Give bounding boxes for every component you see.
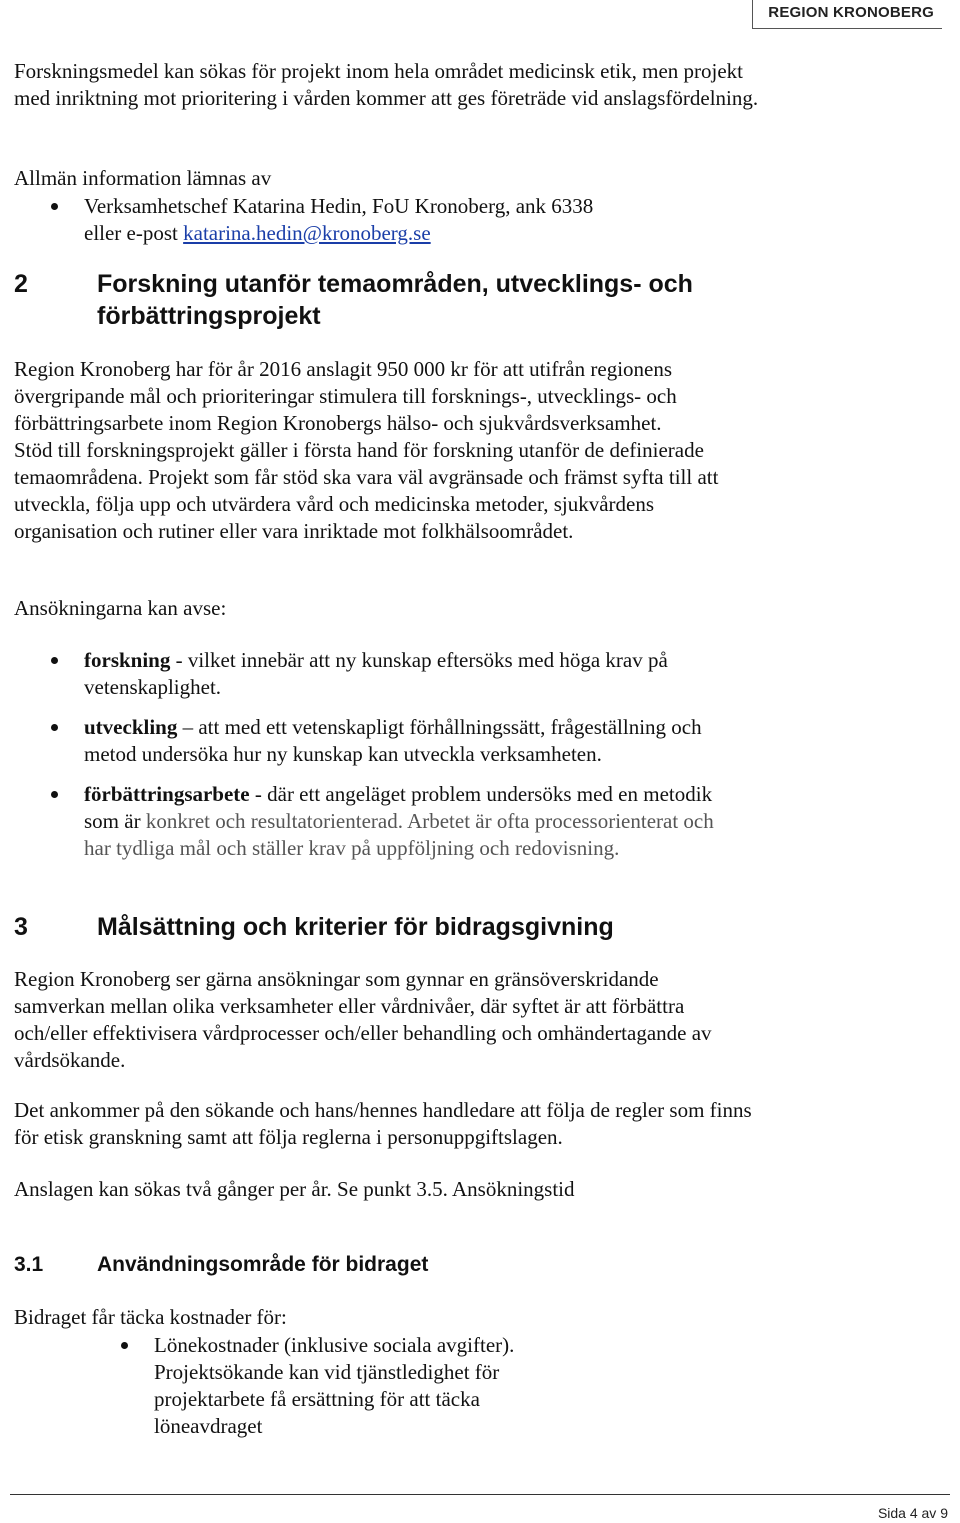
applications-intro: Ansökningarna kan avse: (14, 596, 227, 620)
section-3-1-title: Användningsområde för bidraget (97, 1253, 429, 1276)
list-item (14, 647, 734, 701)
section-2-paragraph-1: Region Kronoberg har för år 2016 anslagit 950 000 kr för att utifrån regionens övergripande mål och prioriteringar stimulera till forsknings-, utvecklings- och förbättringsarbete inom Region Kronobergs hälso- och sjukvårdsverksamhet. (14, 357, 677, 435)
list-item (14, 781, 734, 862)
item-text: – att med ett vetenskapligt förhållningssätt, frågeställning och metod undersöka hur ny kunskap kan utveckla verksamheten. (84, 715, 702, 766)
cost-list (84, 1332, 559, 1440)
section-3-1-number: 3.1 (14, 1253, 44, 1276)
item-text: Lönekostnader (inklusive sociala avgifter). Projektsökande kan vid tjänstledighet för projektarbete få ersättning för att täcka löneavdraget (154, 1333, 515, 1438)
section-2-number: 2 (14, 270, 28, 298)
page-number: Sida 4 av 9 (877, 1505, 948, 1521)
item-term: utveckling (84, 715, 178, 739)
header-organization: REGION KRONOBERG (768, 4, 934, 21)
section-3-title: Målsättning och kriterier för bidragsgivning (97, 913, 614, 941)
intro-paragraph: Forskningsmedel kan sökas för projekt inom hela området medicinsk etik, men projekt med inriktning mot prioritering i vården kommer att ges företräde vid anslagsfördelning. (14, 59, 759, 110)
item-term: förbättringsarbete (84, 782, 250, 806)
footer-rule (10, 1494, 950, 1495)
list-item (14, 714, 734, 768)
section-3-paragraph-2: Det ankommer på den sökande och hans/hennes handledare att följa de regler som finns för etisk granskning samt att följa reglerna i personuppgiftslagen. (14, 1098, 752, 1149)
contact-list (14, 193, 914, 247)
section-2-heading (14, 268, 914, 334)
section-3-number: 3 (14, 913, 28, 941)
item-text: - där ett angeläget problem undersöks med en metodik som är (84, 782, 713, 833)
item-text-grey: konkret och resultatorienterad. Arbetet är ofta processorienterat och har tydliga mål och ställer krav på uppföljning och redovisning. (84, 809, 714, 860)
section-3-1-heading (14, 1252, 914, 1280)
item-text: - vilket innebär att ny kunskap eftersöks med höga krav på vetenskaplighet. (84, 648, 668, 699)
contact-email-prefix: eller e-post (84, 221, 184, 245)
contact-item (14, 193, 914, 247)
applications-list (14, 647, 734, 862)
contact-email-link[interactable]: katarina.hedin@kronoberg.se (183, 221, 431, 245)
section-3-paragraph-1: Region Kronoberg ser gärna ansökningar som gynnar en gränsöverskridande samverkan mellan olika verksamheter eller vårdnivåer, där syftet är att förbättra och/eller effektivisera vårdprocesser och/eller behandling och omhändertagande av vårdsökande. (14, 967, 712, 1072)
section-3-1-intro: Bidraget får täcka kostnader för: (14, 1305, 287, 1329)
section-2-paragraph-2: Stöd till forskningsprojekt gäller i första hand för forskning utanför de definierade temaområdena. Projekt som får stöd ska vara väl avgränsade och främst syfta till att utveckla, följa upp och utvärdera vård och medicinska metoder, sjukvårdens organisation och rutiner eller vara inriktade mot folkhälsoområdet. (14, 438, 719, 543)
section-2-title: Forskning utanför temaområden, utvecklings- och förbättringsprojekt (97, 270, 693, 330)
section-3-paragraph-3: Anslagen kan sökas två gånger per år. Se punkt 3.5. Ansökningstid (14, 1177, 575, 1201)
contact-label: Allmän information lämnas av (14, 166, 272, 190)
contact-line: Verksamhetschef Katarina Hedin, FoU Kronoberg, ank 6338 (84, 194, 594, 218)
item-term: forskning (84, 648, 171, 672)
section-3-heading (14, 911, 914, 945)
list-item (84, 1332, 559, 1440)
